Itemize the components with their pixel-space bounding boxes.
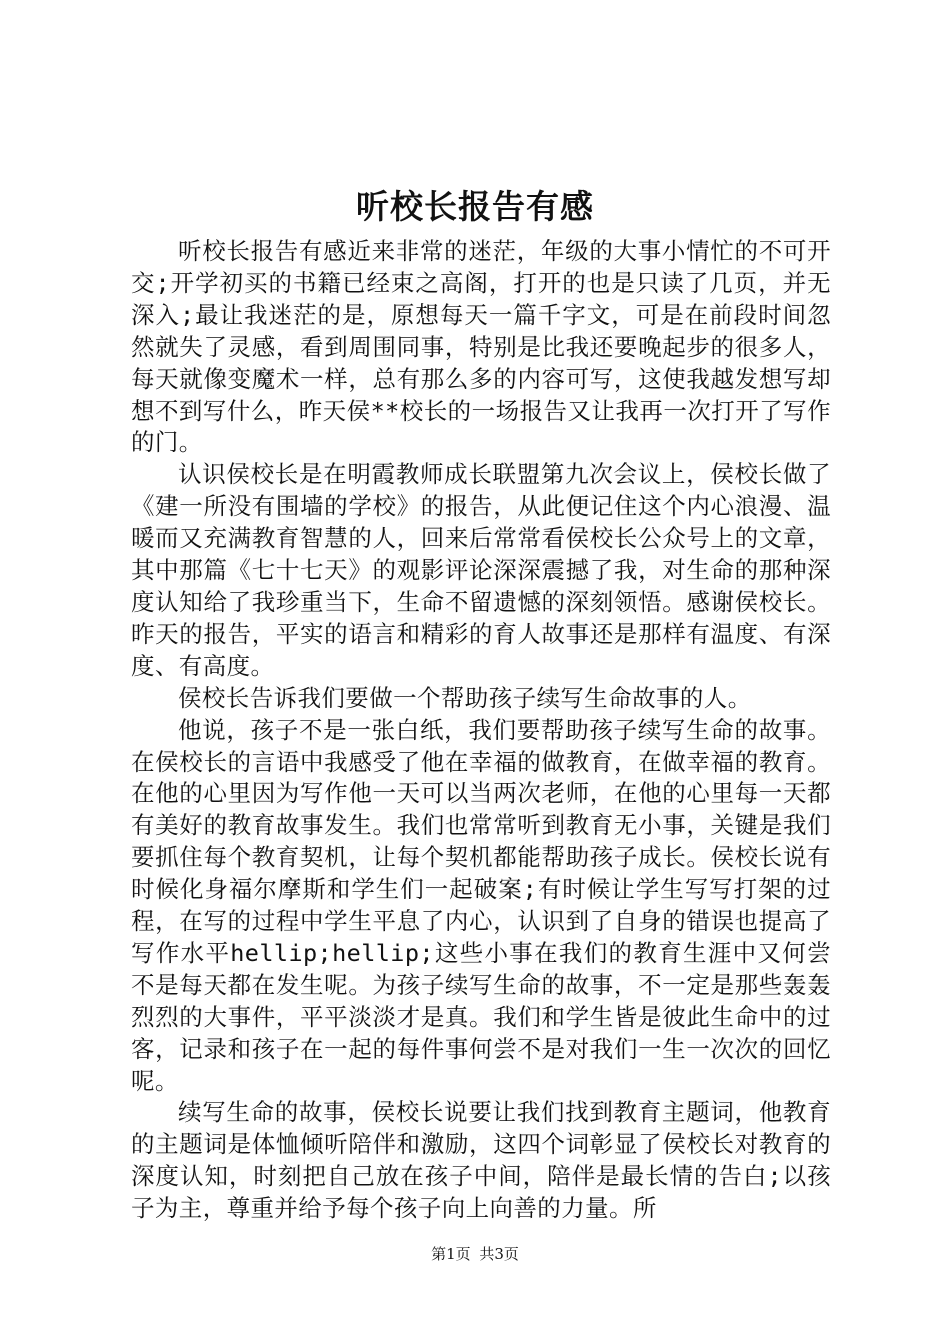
paragraph: 侯校长告诉我们要做一个帮助孩子续写生命故事的人。: [178, 683, 752, 712]
page-number: 第1页: [431, 1245, 471, 1263]
paragraph: 认识侯校长是在明霞教师成长联盟第九次会议上，侯校长做了《建一所没有围墙的学校》的报告，从此便记住这个内心浪漫、温暖而又充满教育智慧的人，回来后常常看侯校长公众号上的文章，其中那篇《七十七天》的观影评论深深震撼了我，对生命的那种深度认知给了我珍重当下，生命不留遗憾的深刻领悟。感谢侯校长。昨天的报告，平实的语言和精彩的育人故事还是那样有温度、有深度、有高度。: [131, 460, 831, 680]
page-total: 共3页: [479, 1245, 519, 1263]
paragraph: 续写生命的故事，侯校长说要让我们找到教育主题词，他教育的主题词是体恤倾听陪伴和激励，这四个词彰显了侯校长对教育的深度认知，时刻把自己放在孩子中间，陪伴是最长情的告白;以孩子为主，尊重并给予每个孩子向上向善的力量。所: [131, 1098, 831, 1223]
document-body: [131, 236, 831, 1225]
paragraph: 他说，孩子不是一张白纸，我们要帮助孩子续写生命的故事。在侯校长的言语中我感受了他在幸福的做教育，在做幸福的教育。在他的心里因为写作他一天可以当两次老师，在他的心里每一天都有美好的教育故事发生。我们也常常听到教育无小事，关键是我们要抓住每个教育契机，让每个契机都能帮助孩子成长。侯校长说有时候化身福尔摩斯和学生们一起破案;有时候让学生写写打架的过程，在写的过程中学生平息了内心，认识到了自身的错误也提高了写作水平hellip;hellip;这些小事在我们的教育生涯中又何尝不是每天都在发生呢。为孩子续写生命的故事，不一定是那些轰轰烈烈的大事件，平平淡淡才是真。我们和学生皆是彼此生命中的过客，记录和孩子在一起的每件事何尝不是对我们一生一次次的回忆呢。: [131, 715, 831, 1095]
document-title: 听校长报告有感: [356, 187, 594, 226]
paragraph: 听校长报告有感近来非常的迷茫，年级的大事小情忙的不可开交;开学初买的书籍已经束之高阁，打开的也是只读了几页，并无深入;最让我迷茫的是，原想每天一篇千字文，可是在前段时间忽然就失了灵感，看到周围同事，特别是比我还要晚起步的很多人，每天就像变魔术一样，总有那么多的内容可写，这使我越发想写却想不到写什么，昨天侯**校长的一场报告又让我再一次打开了写作的门。: [131, 237, 831, 457]
page-footer: [0, 1243, 950, 1265]
